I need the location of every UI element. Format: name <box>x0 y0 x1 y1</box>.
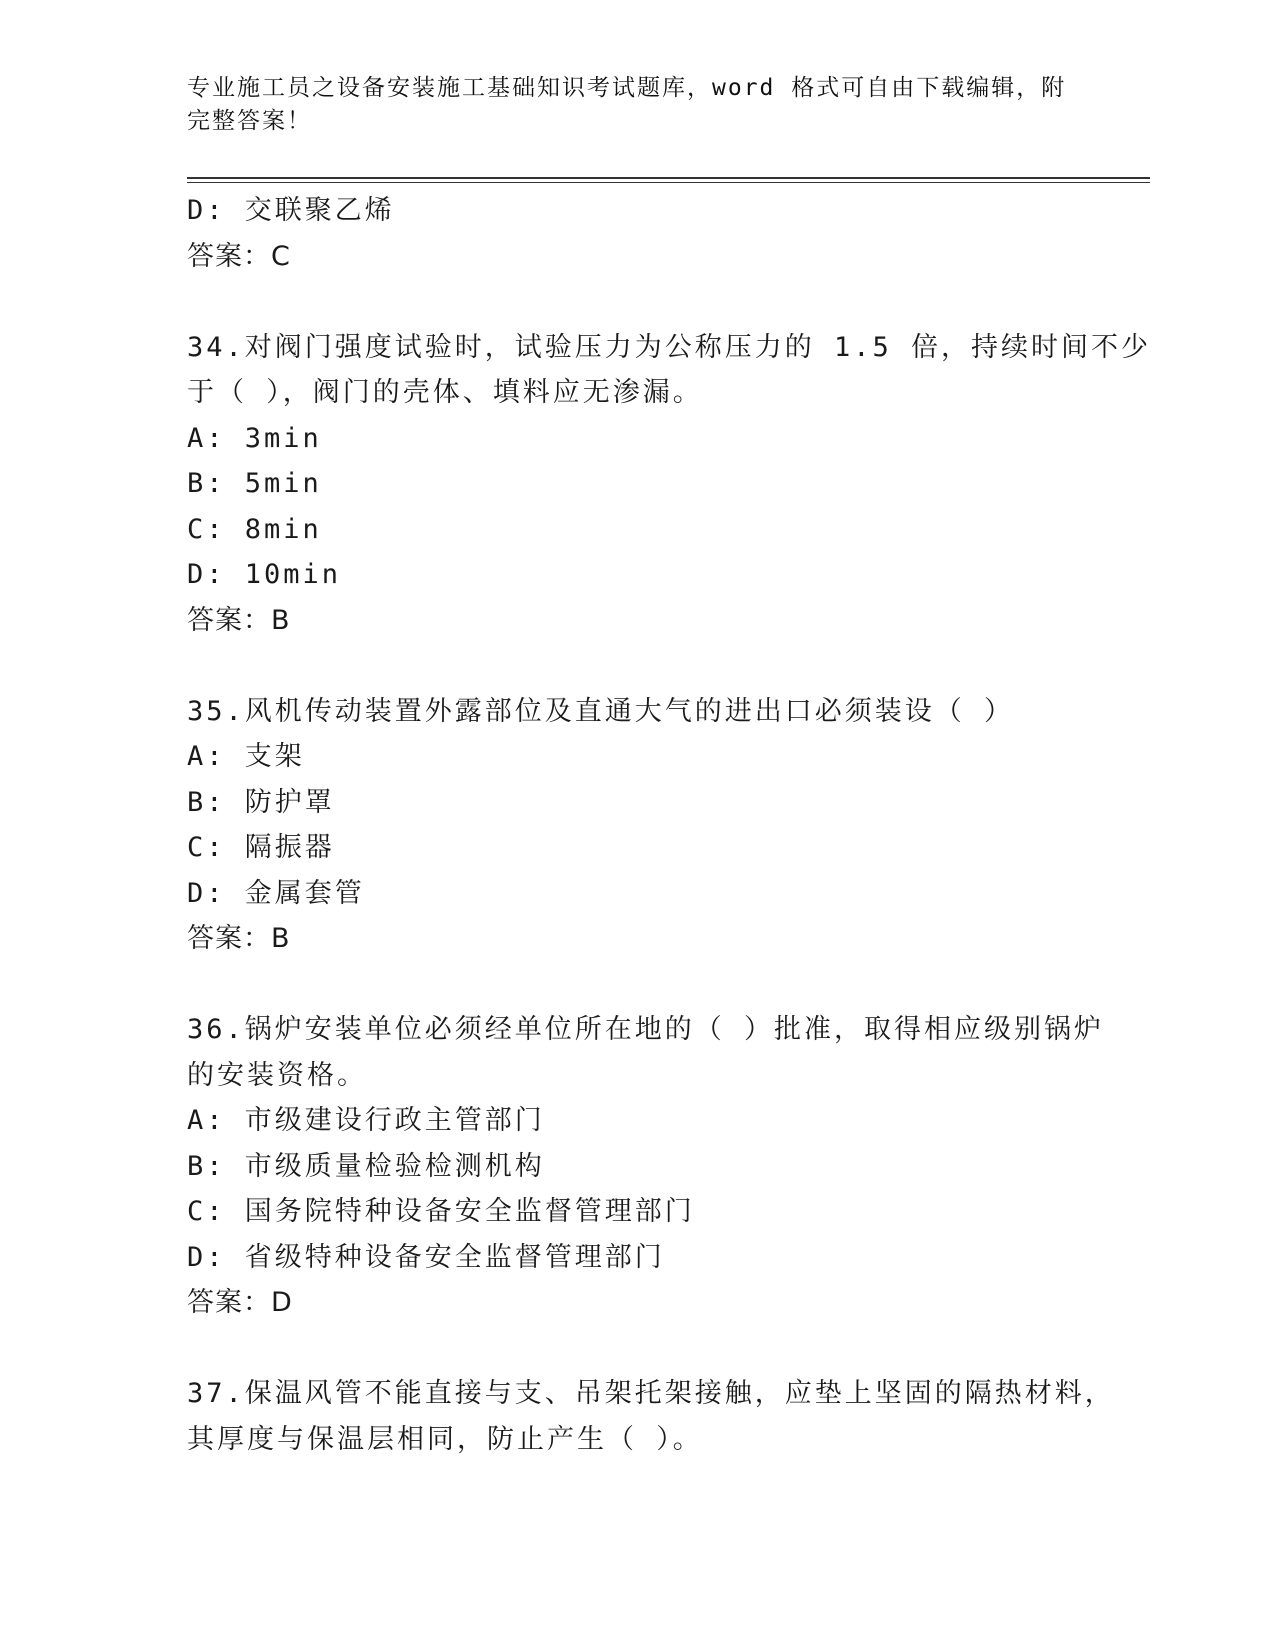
question-text: 其厚度与保温层相同，防止产生（ ）。 <box>187 1423 703 1455</box>
option-b: B: 5min <box>187 468 322 499</box>
header-rule-thick <box>187 177 1150 179</box>
question-text: 34.对阀门强度试验时，试验压力为公称压力的 1.5 倍，持续时间不少 <box>187 331 1152 363</box>
option-a: A: 3min <box>187 422 322 454</box>
document-header: 专业施工员之设备安装施工基础知识考试题库，word 格式可自由下载编辑，附完整答案！ <box>187 75 1067 134</box>
question-35 <box>187 689 1087 962</box>
spacer <box>187 643 1087 689</box>
option-b: B: 市级质量检验检测机构 <box>187 1150 545 1182</box>
question-37 <box>187 1371 1115 1462</box>
question-text: 36.锅炉安装单位必须经单位所在地的（ ）批准，取得相应级别锅炉 <box>187 1014 1105 1045</box>
option-d: D: 交联聚乙烯 <box>187 195 395 226</box>
answer-line: 答案：B <box>187 604 291 636</box>
question-text: 于（ ），阀门的壳体、填料应无渗漏。 <box>187 377 703 408</box>
question-36 <box>187 1007 1105 1326</box>
question-text: 的安装资格。 <box>187 1059 367 1091</box>
question-text: 37.保温风管不能直接与支、吊架托架接触，应垫上坚固的隔热材料， <box>187 1378 1115 1409</box>
option-b: B: 防护罩 <box>187 786 335 818</box>
answer-line: 答案：B <box>187 923 291 954</box>
question-text: 35.风机传动装置外露部位及直通大气的进出口必须装设（ ） <box>187 695 1015 727</box>
option-d: D: 省级特种设备安全监督管理部门 <box>187 1241 665 1273</box>
question-content <box>187 188 1152 1462</box>
option-d: D: 金属套管 <box>187 877 365 909</box>
question-34 <box>187 325 1152 644</box>
answer-line: 答案：D <box>187 1287 293 1318</box>
answer-line: 答案：C <box>187 240 291 272</box>
option-d: D: 10min <box>187 559 342 590</box>
option-c: C: 国务院特种设备安全监督管理部门 <box>187 1196 695 1227</box>
spacer <box>187 279 1087 325</box>
option-a: A: 市级建设行政主管部门 <box>187 1105 545 1136</box>
option-c: C: 8min <box>187 513 322 545</box>
spacer <box>187 962 1087 1008</box>
header-rule-thin <box>187 182 1150 183</box>
option-a: A: 支架 <box>187 741 305 772</box>
spacer <box>187 1326 1087 1372</box>
option-c: C: 隔振器 <box>187 832 335 863</box>
